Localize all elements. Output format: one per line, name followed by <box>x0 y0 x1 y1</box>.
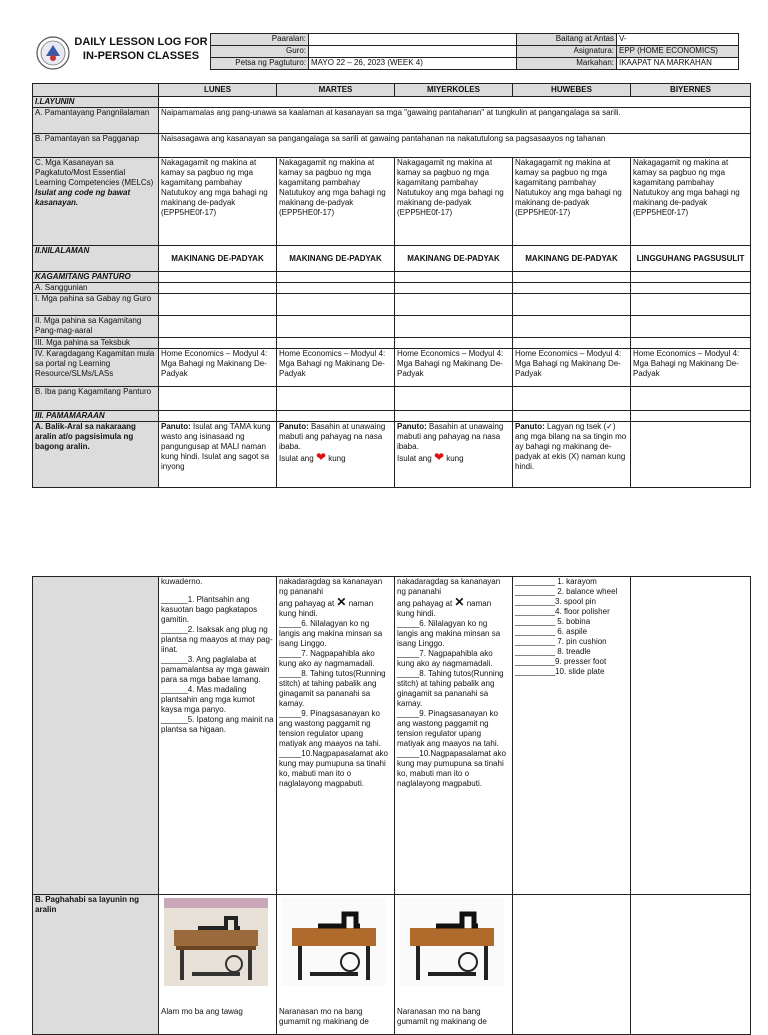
lesson-log-table <box>32 83 751 488</box>
p2-miyerkoles <box>395 577 513 895</box>
subject-value: EPP (HOME ECONOMICS) <box>617 46 739 58</box>
p2-huwebes-item-9: _________9. presser foot <box>515 657 607 666</box>
gabay-label: I. Mga pahina sa Gabay ng Guro <box>33 294 159 316</box>
nilalaman-miyerkoles: MAKINANG DE-PADYAK <box>395 246 513 272</box>
sanggunian-label: A. Sanggunian <box>33 283 159 294</box>
panuto-miyerkoles-text: Basahin at unawaing mabuti ang pahayag na nasa ibaba. <box>397 422 504 451</box>
p2-miyerkoles-item-7: _____7. Nagpapahibla ako kung ako ay nagmamadali. <box>397 649 493 668</box>
p2-lunes-item-3: ______3. Ang paglalaba at pamamalantsa ay mga gawain para sa mga babae lamang. <box>161 655 270 684</box>
nilalaman-heading: II.NILALAMAN <box>33 246 159 272</box>
grade-label: Baitang at Antas <box>517 34 617 46</box>
balik-aral-miyerkoles <box>395 422 513 488</box>
p2-huwebes <box>513 577 631 895</box>
p2-martes-naman: naman kung hindi. <box>279 599 374 618</box>
deped-seal <box>36 36 70 70</box>
p2-miyerkoles-naman: naman kung hindi. <box>397 599 492 618</box>
continued-label-cell <box>33 577 159 895</box>
nilalaman-lunes: MAKINANG DE-PADYAK <box>159 246 277 272</box>
panuto-miyerkoles: Panuto: <box>397 422 427 431</box>
p2-martes <box>277 577 395 895</box>
karagdagang-huwebes: Home Economics – Modyul 4: Mga Bahagi ng Makinang De-Padyak <box>513 349 631 387</box>
p2-martes-item-8: _____8. Tahing tutos(Running stitch) at tahing pabalik ang ginagamit sa pananahi sa kamay. <box>279 669 386 708</box>
balik-aral-huwebes <box>513 422 631 488</box>
panuto-martes-text: Basahin at unawaing mabuti ang pahayag na nasa ibaba. <box>279 422 386 451</box>
melc-martes: Nakagagamit ng makina at kamay sa pagbuo ng mga kagamitang pambahay Natutukoy ang mga bahagi ng makinang de-padyak (EPP5HE0f-17) <box>277 158 395 246</box>
kung-martes: kung <box>328 454 346 463</box>
isulat-miyerkoles: Isulat ang <box>397 454 432 463</box>
teacher-value <box>309 46 517 58</box>
teacher-label: Guro: <box>211 46 309 58</box>
p2-huwebes-item-8: _________ 8. treadle <box>515 647 591 656</box>
p2-huwebes-item-7: _________ 7. pin cushion <box>515 637 607 646</box>
pamamaraan-heading: III. PAMAMARAAN <box>33 411 159 422</box>
p2-huwebes-item-6: _________ 6. aspile <box>515 627 588 636</box>
p2-lunes-line-0: kuwaderno. <box>161 577 203 586</box>
paghahabi-lunes-text: Alam mo ba ang tawag <box>161 1007 243 1016</box>
p2-miyerkoles-item-8: _____8. Tahing tutos(Running stitch) at tahing pabalik ang ginagamit sa pananahi sa kamay. <box>397 669 504 708</box>
heart-icon: ❤ <box>315 450 326 464</box>
p2-biyernes <box>631 577 751 895</box>
balik-aral-lunes <box>159 422 277 488</box>
content-standard-label: A. Pamantayang Pangnilalaman <box>33 108 159 134</box>
pang-mag-aaral-label: II. Mga pahina sa Kagamitang Pang-mag-aaral <box>33 316 159 338</box>
panuto-martes: Panuto: <box>279 422 309 431</box>
panuto-lunes-text: Isulat ang TAMA kung wasto ang isinasaad ng pangungusap at MALI naman kung hindi. Isulat ang sagot sa inyong <box>161 422 271 471</box>
p2-lunes-item-5: ______5. Ipatong ang mainit na plantsa sa higaan. <box>161 715 274 734</box>
p2-huwebes-item-1: _________ 1. karayom <box>515 577 597 586</box>
karagdagang-biyernes: Home Economics – Modyul 4: Mga Bahagi ng Makinang De-Padyak <box>631 349 751 387</box>
p2-miyerkoles-item-9: _____9. Pinagsasanayan ko ang wastong paggamit ng tension regulator upang matiyak ang maayos na tahi. <box>397 709 499 748</box>
p2-lunes-item-1: ______1. Plantsahin ang kasuotan bago pagkatapos gamitin. <box>161 595 258 624</box>
date-value: MAYO 22 – 26, 2023 (WEEK 4) <box>309 58 517 70</box>
isulat-martes: Isulat ang <box>279 454 314 463</box>
title-line-2: IN-PERSON CLASSES <box>82 50 200 62</box>
nilalaman-biyernes: LINGGUHANG PAGSUSULIT <box>631 246 751 272</box>
date-label: Petsa ng Pagtuturo: <box>211 58 309 70</box>
header-info-table <box>210 33 739 70</box>
layunin-heading: I.LAYUNIN <box>33 97 159 108</box>
p2-huwebes-item-2: _________ 2. balance wheel <box>515 587 618 596</box>
balik-aral-martes <box>277 422 395 488</box>
paghahabi-martes <box>277 895 395 1035</box>
performance-standard-label: B. Pamantayan sa Pagganap <box>33 134 159 158</box>
p2-huwebes-item-5: _________ 5. bobina <box>515 617 591 626</box>
iba-pang-label: B. Iba pang Kagamitang Panturo <box>33 387 159 411</box>
school-label: Paaralan: <box>211 34 309 46</box>
school-value <box>309 34 517 46</box>
p2-lunes-item-2: ______2. Isaksak ang plug ng plantsa ng maayos at may pag-iinat. <box>161 625 273 654</box>
melc-biyernes: Nakagagamit ng makina at kamay sa pagbuo ng mga kagamitang pambahay Natutukoy ang mga bahagi ng makinang de-padyak (EPP5HE0f-17) <box>631 158 751 246</box>
p2-huwebes-item-10: _________10. slide plate <box>515 667 605 676</box>
kung-miyerkoles: kung <box>446 454 464 463</box>
paghahabi-huwebes <box>513 895 631 1035</box>
p2-miyerkoles-pahayag: ang pahayag at <box>397 599 453 608</box>
title-line-1: DAILY LESSON LOG FOR <box>74 36 208 48</box>
p2-martes-item-10: _____10.Nagpapasalamat ako kung may pumupuna sa tinahi ko, mabuti man ito o naglalayong magpabuti. <box>279 749 388 788</box>
kagamitan-heading: KAGAMITANG PANTURO <box>33 272 159 283</box>
teksbuk-label: III. Mga pahina sa Teksbuk <box>33 338 159 349</box>
x-mark-icon: ✕ <box>454 595 465 609</box>
sewing-machine-photo <box>164 898 268 986</box>
p2-lunes-spacer <box>161 587 274 595</box>
melc-lunes: Nakagagamit ng makina at kamay sa pagbuo ng mga kagamitang pambahay Natutukoy ang mga bahagi ng makinang de-padyak (EPP5HE0f-17) <box>159 158 277 246</box>
karagdagang-miyerkoles: Home Economics – Modyul 4: Mga Bahagi ng Makinang De-Padyak <box>395 349 513 387</box>
lesson-log-table-page-2 <box>32 576 751 1035</box>
grade-value: V- <box>617 34 739 46</box>
p2-lunes <box>159 577 277 895</box>
day-lunes: LUNES <box>159 84 277 97</box>
melc-huwebes: Nakagagamit ng makina at kamay sa pagbuo ng mga kagamitang pambahay Natutukoy ang mga bahagi ng makinang de-padyak (EPP5HE0f-17) <box>513 158 631 246</box>
paghahabi-miyerkoles-text: Naranasan mo na bang gumamit ng makinang de <box>397 1007 487 1026</box>
day-martes: MARTES <box>277 84 395 97</box>
sewing-machine-photo <box>282 898 386 986</box>
p2-martes-top: nakadaragdag sa kananayan ng pananahi <box>279 577 383 596</box>
p2-martes-item-9: _____9. Pinagsasanayan ko ang wastong paggamit ng tension regulator upang matiyak ang maayos na tahi. <box>279 709 381 748</box>
panuto-huwebes: Panuto: <box>515 422 545 431</box>
x-mark-icon: ✕ <box>336 595 347 609</box>
paghahabi-lunes <box>159 895 277 1035</box>
sewing-machine-photo <box>400 898 504 986</box>
p2-miyerkoles-top: nakadaragdag sa kananayan ng pananahi <box>397 577 501 596</box>
balik-aral-label: A. Balik-Aral sa nakaraang aralin at/o pagsisimula ng bagong aralin. <box>33 422 159 488</box>
log-title <box>72 35 210 63</box>
paghahabi-biyernes <box>631 895 751 1035</box>
melc-miyerkoles: Nakagagamit ng makina at kamay sa pagbuo ng mga kagamitang pambahay Natutukoy ang mga bahagi ng makinang de-padyak (EPP5HE0f-17) <box>395 158 513 246</box>
p2-lunes-item-4: ______4. Mas madaling plantsahin ang mga kumot kaysa mga panyo. <box>161 685 255 714</box>
day-biyernes: BIYERNES <box>631 84 751 97</box>
nilalaman-martes: MAKINANG DE-PADYAK <box>277 246 395 272</box>
karagdagang-lunes: Home Economics – Modyul 4: Mga Bahagi ng Makinang De-Padyak <box>159 349 277 387</box>
p2-martes-item-6: _____6. Nilalagyan ko ng langis ang makina minsan sa isang Linggo. <box>279 619 383 648</box>
karagdagang-martes: Home Economics – Modyul 4: Mga Bahagi ng Makinang De-Padyak <box>277 349 395 387</box>
nilalaman-huwebes: MAKINANG DE-PADYAK <box>513 246 631 272</box>
melc-sub: Isulat ang code ng bawat kasanayan. <box>35 188 131 207</box>
melc-label-cell <box>33 158 159 246</box>
paghahabi-miyerkoles <box>395 895 513 1035</box>
p2-miyerkoles-item-10: _____10.Nagpapasalamat ako kung may pumupuna sa tinahi ko, mabuti man ito o naglalayong magpabuti. <box>397 749 506 788</box>
panuto-lunes: Panuto: <box>161 422 191 431</box>
panuto-huwebes-text: Lagyan ng tsek (✓) ang mga bilang na sa tingin mo ay bahagi ng makinang de-padyak at ekis (X) naman kung hindi. <box>515 422 627 471</box>
melc-label: C. Mga Kasanayan sa Pagkatuto/Most Essential Learning Competencies (MELCs) <box>35 158 154 187</box>
content-standard-text: Naipamamalas ang pang-unawa sa kaalaman at kasanayan sa mga "gawaing pantahanan" at tungkulin at pangangalaga sa sarili. <box>159 108 751 134</box>
day-miyerkoles: MIYERKOLES <box>395 84 513 97</box>
performance-standard-text: Naisasagawa ang kasanayan sa pangangalaga sa sarili at gawaing pantahanan na nakatutulong sa pagsasaayos ng tahanan <box>159 134 751 158</box>
balik-aral-biyernes <box>631 422 751 488</box>
paghahabi-martes-text: Naranasan mo na bang gumamit ng makinang de <box>279 1007 369 1026</box>
p2-martes-item-7: _____7. Nagpapahibla ako kung ako ay nagmamadali. <box>279 649 375 668</box>
quarter-value: IKAAPAT NA MARKAHAN <box>617 58 739 70</box>
day-huwebes: HUWEBES <box>513 84 631 97</box>
karagdagang-label: IV. Karagdagang Kagamitan mula sa portal ng Learning Resource/SLMs/LASs <box>33 349 159 387</box>
p2-huwebes-item-4: _________4. floor polisher <box>515 607 610 616</box>
paghahabi-label: B. Paghahabi sa layunin ng aralin <box>33 895 159 1035</box>
heart-icon: ❤ <box>433 450 444 464</box>
p2-martes-pahayag: ang pahayag at <box>279 599 335 608</box>
p2-huwebes-item-3: _________3. spool pin <box>515 597 596 606</box>
corner-cell <box>33 84 159 97</box>
p2-miyerkoles-item-6: _____6. Nilalagyan ko ng langis ang makina minsan sa isang Linggo. <box>397 619 501 648</box>
subject-label: Asignatura: <box>517 46 617 58</box>
quarter-label: Markahan: <box>517 58 617 70</box>
